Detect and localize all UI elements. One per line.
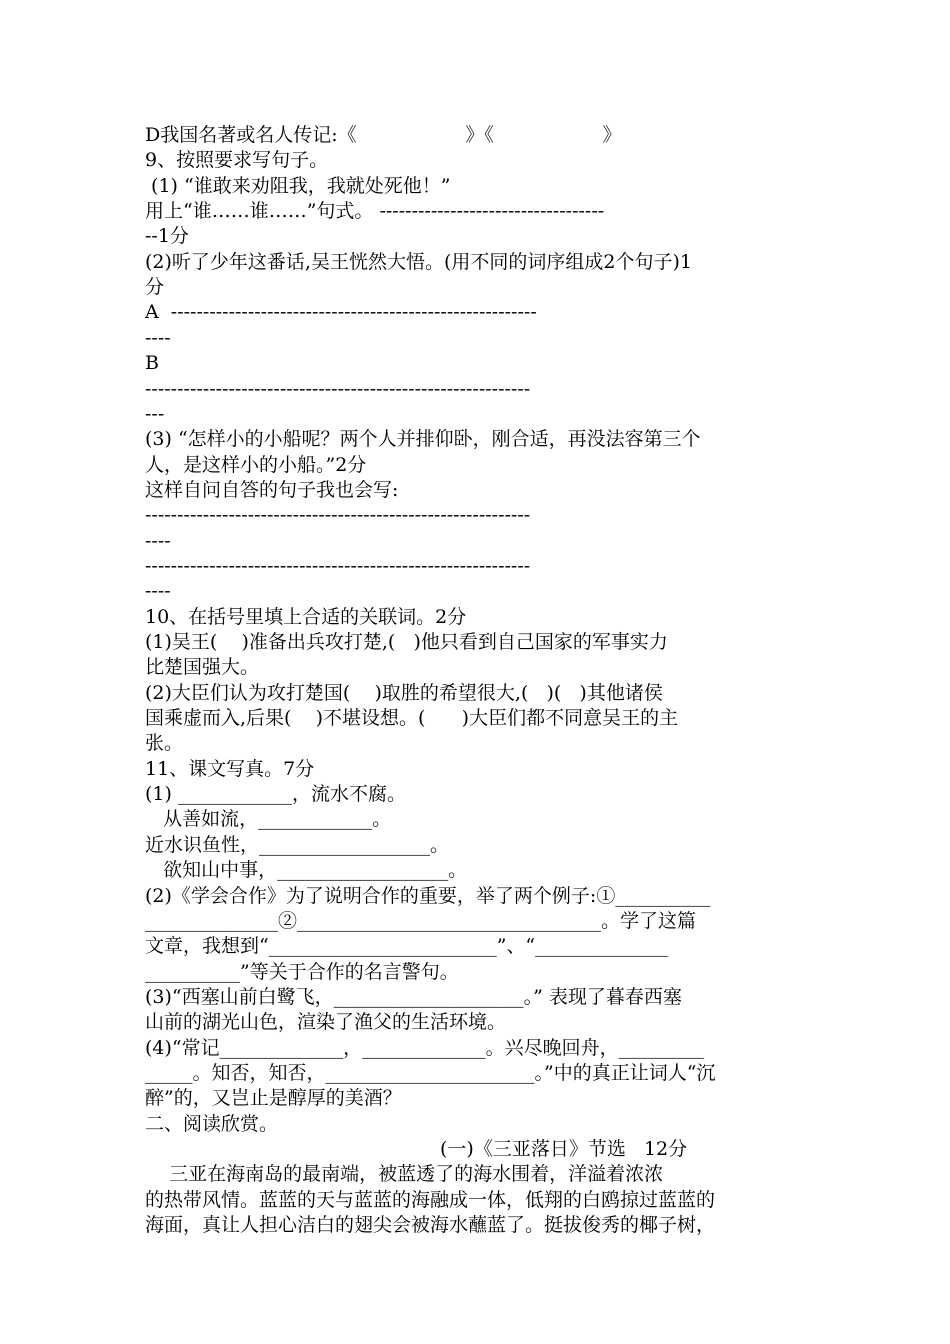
text-line: 国乘虚而入,后果( )不堪设想。( )大臣们都不同意吴王的主 [145, 707, 679, 729]
text-line: (3)“西塞山前白鹭飞，____________________。” 表现了暮春西塞 [145, 986, 682, 1008]
text-line: ______________②________________________________。学了这篇 [145, 910, 697, 932]
text-line: (1)吴王( )准备出兵攻打楚,( )他只看到自己国家的军事实力 [145, 631, 668, 653]
text-line: 人，是这样小的小船。”2分 [145, 454, 367, 476]
text-line: _____。知否，知否，______________________。”中的真正让词人“沉 [145, 1062, 716, 1084]
text-line: 从善如流，____________。 [145, 808, 392, 830]
text-line: B [145, 352, 159, 374]
text-line: ------------------------------------------------------------ [145, 555, 531, 577]
text-line: (2)听了少年这番话,吴王恍然大悟。(用不同的词序组成2个句子)1 [145, 251, 692, 273]
section-heading: (一)《三亚落日》节选 12分 [440, 1138, 688, 1160]
text-line: (2)《学会合作》为了说明合作的重要，举了两个例子:①__________ [145, 885, 711, 907]
text-line: 分 [145, 276, 165, 298]
text-line: 欲知山中事，__________________。 [145, 859, 468, 881]
text-line: 这样自问自答的句子我也会写: [145, 479, 399, 501]
text-line: 比楚国强大。 [145, 656, 260, 678]
text-line: A --------------------------------------------------------- [145, 301, 537, 323]
passage-line: 海面，真让人担心洁白的翅尖会被海水蘸蓝了。挺拔俊秀的椰子树， [145, 1214, 716, 1236]
text-line: 9、按照要求写句子。 [145, 149, 329, 171]
text-line: ---- [145, 327, 171, 349]
text-line: ------------------------------------------------------------ [145, 504, 531, 526]
text-line: 山前的湖光山色，渲染了渔父的生活环境。 [145, 1011, 507, 1033]
text-line: ---- [145, 530, 171, 552]
text-line: 11、课文写真。7分 [145, 758, 315, 780]
text-line: 10、在括号里填上合适的关联词。2分 [145, 606, 467, 628]
text-line: 二、阅读欣赏。 [145, 1113, 279, 1135]
text-line: 张。 [145, 732, 184, 754]
text-line: ---- [145, 580, 171, 602]
text-line: 文章，我想到“________________________”、“______________ [145, 935, 669, 957]
passage-line: 的热带风情。蓝蓝的天与蓝蓝的海融成一体，低翔的白鸥掠过蓝蓝的 [145, 1189, 716, 1211]
passage-line: 三亚在海南岛的最南端，被蓝透了的海水围着，洋溢着浓浓 [145, 1163, 664, 1185]
text-line: __________”等关于合作的名言警句。 [145, 961, 459, 983]
text-line: (1) ____________，流水不腐。 [145, 783, 406, 805]
text-line: (4)“常记_____________，_____________。兴尽晚回舟，_________ [145, 1037, 705, 1059]
text-line: ------------------------------------------------------------ [145, 378, 531, 400]
text-line: 近水识鱼性，__________________。 [145, 834, 450, 856]
text-line: (3) “怎样小的小船呢？两个人并排仰卧，刚合适，再没法容第三个 [145, 428, 701, 450]
text-line: 用上“谁……谁……”句式。 ----------------------------------- [145, 200, 605, 222]
text-line: (1) “谁敢来劝阻我，我就处死他！” [145, 175, 451, 197]
text-line: (2)大臣们认为攻打楚国( )取胜的希望很大,( )( )其他诸侯 [145, 682, 663, 704]
text-line: 醉”的，又岂止是醇厚的美酒？ [145, 1087, 402, 1109]
text-line: D我国名著或名人传记:《 》《 》 [145, 124, 622, 146]
text-line: --1分 [145, 225, 189, 247]
text-line: --- [145, 403, 165, 425]
